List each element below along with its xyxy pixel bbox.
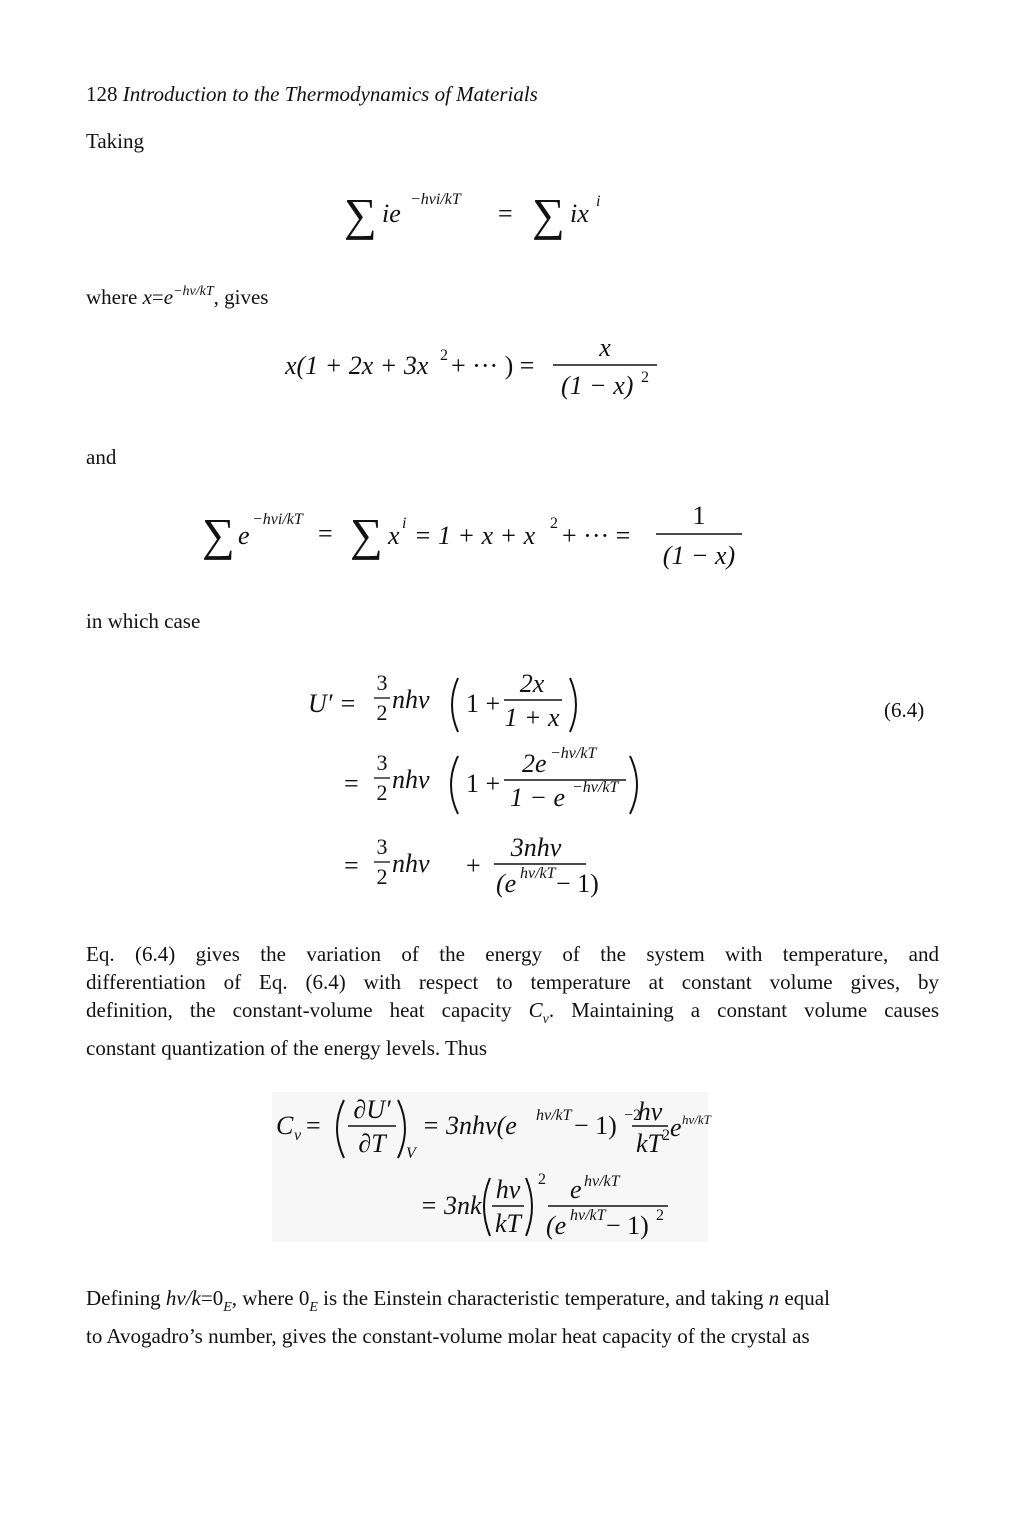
eq1-rhs: ix: [570, 199, 589, 228]
eq2-den-sq: 2: [641, 369, 649, 386]
sum-symbol: ∑: [532, 189, 565, 240]
text-where: [86, 283, 268, 311]
eq4-one-plus: 1 +: [466, 769, 501, 798]
para2-line1: [86, 1284, 946, 1315]
eq4-plus: +: [466, 851, 481, 880]
eq5-den2-sq: 2: [656, 1207, 664, 1224]
para1-line1: Eq. (6.4) gives the variation of the energy of the system with temperature, and: [86, 942, 939, 966]
eq5-pd-den: ∂T: [358, 1129, 386, 1158]
eq4-one-plus: 1 +: [466, 689, 501, 718]
para1-line4: constant quantization of the energy levels. Thus: [86, 1036, 488, 1060]
para1-line3a: definition, the constant-volume heat capacity: [86, 998, 529, 1022]
eq4-r2-num-exp: −hν/kT: [550, 745, 597, 762]
eq3-den: (1 − x): [662, 541, 736, 570]
left-paren: [452, 678, 458, 732]
eq1-lhs: ie: [382, 199, 401, 228]
page-number: 128: [86, 82, 118, 106]
eq3-exp: −hνi/kT: [252, 511, 303, 528]
eq4-equals: =: [344, 851, 359, 880]
eq4-r2-den-exp: −hν/kT: [572, 779, 619, 796]
eq2-sq: 2: [440, 347, 448, 364]
eq4-three: 3: [376, 834, 388, 859]
where-suffix: , gives: [213, 285, 269, 309]
where-x: x: [142, 285, 152, 309]
eq3-num: 1: [692, 501, 706, 530]
para2-E: E: [223, 1300, 232, 1315]
equation-cv: [272, 1092, 712, 1242]
eq5-frac-den: kT: [636, 1129, 662, 1158]
left-paren: [451, 756, 458, 814]
cv-subscript: v: [542, 1012, 549, 1027]
eq5-cv: C: [276, 1111, 294, 1140]
text-and: and: [86, 445, 117, 469]
paragraph-eq-6-4: [86, 940, 939, 1062]
equation-geometric-series: [200, 498, 760, 578]
where-eq: =: [151, 285, 164, 309]
eq5-den2-a: (e: [546, 1211, 567, 1240]
eq4-r3-den-b: − 1): [556, 869, 599, 898]
eq4-three: 3: [376, 670, 388, 695]
equation-6-4: [300, 660, 660, 910]
eq4-r1-num: 2x: [519, 669, 545, 698]
para2-b: , where 0: [231, 1286, 310, 1310]
paragraph-einstein: [86, 1284, 946, 1350]
para2-n: n: [768, 1286, 780, 1310]
eq1-equals: =: [498, 199, 513, 228]
cv-symbol: C: [528, 998, 543, 1022]
sum-symbol: ∑: [350, 509, 383, 560]
eq4-r2-den: 1 − e: [510, 783, 566, 812]
eq4-nhv: nhν: [392, 765, 430, 794]
equation-number: (6.4): [884, 698, 925, 722]
eq5-den2-exp: hν/kT: [570, 1207, 606, 1224]
text-taking: Taking: [86, 129, 145, 153]
eq4-r3-num: 3nhν: [510, 833, 562, 862]
eq4-r3-den-exp: hν/kT: [520, 865, 556, 882]
eq1-lhs-exp: −hνi/kT: [410, 191, 461, 208]
eq5-rhs1-a: = 3nhν(e: [422, 1111, 517, 1140]
eq4-two: 2: [376, 780, 388, 805]
running-header: [86, 80, 538, 108]
eq5-rhs1-b: − 1): [574, 1111, 617, 1140]
eq1-rhs-exp: i: [596, 193, 601, 210]
eq3-x: x: [388, 521, 400, 550]
where-e: e: [163, 285, 174, 309]
eq2-den: (1 − x): [561, 371, 634, 400]
equation-series-x: [285, 332, 675, 410]
eq4-nhv: nhν: [392, 685, 430, 714]
eq4-equals: =: [344, 769, 359, 798]
eq4-r1-den: 1 + x: [504, 703, 560, 732]
para1-line3b: . Maintaining a constant volume causes: [548, 998, 939, 1022]
equation-sum-ie: [340, 180, 620, 244]
eq5-rhs1-pow: −2: [624, 1107, 642, 1124]
para2-a: Defining: [86, 1286, 166, 1310]
eq5-sq: 2: [538, 1171, 546, 1188]
eq3-series: = 1 + x + x: [414, 521, 536, 550]
where-exp: −hν/kT: [173, 284, 214, 299]
book-title: Introduction to the Thermodynamics of Materials: [122, 82, 538, 106]
para1-line3: [86, 996, 939, 1027]
eq4-r2-num: 2e: [522, 749, 547, 778]
para2-hvk: hν/k: [165, 1286, 201, 1310]
para1-line2: differentiation of Eq. (6.4) with respect to temperature at constant volume gives, by: [86, 970, 939, 994]
eq3-sq: 2: [550, 515, 558, 532]
eq4-lhs: U′ =: [308, 689, 357, 718]
eq5-pd-sub: V: [406, 1145, 416, 1162]
eq4-two: 2: [376, 700, 388, 725]
eq5-num2-exp: hν/kT: [584, 1173, 620, 1190]
eq5-equals: =: [306, 1111, 321, 1140]
eq5-e-exp: hν/kT: [682, 1112, 711, 1127]
eq4-two: 2: [376, 864, 388, 889]
eq5-den2-b: − 1): [606, 1211, 649, 1240]
sum-symbol: ∑: [344, 189, 377, 240]
eq5-pd-num: ∂U′: [353, 1095, 391, 1124]
eq5-frac-den-sq: 2: [662, 1127, 670, 1144]
para2-c: is the Einstein characteristic temperature, and taking: [317, 1286, 769, 1310]
eq4-three: 3: [376, 750, 388, 775]
eq5-num2: e: [570, 1175, 582, 1204]
eq5-cv-sub: v: [294, 1127, 302, 1144]
eq3-tail: + ··· =: [562, 521, 631, 550]
right-paren: [570, 678, 576, 732]
eq2-lhs: x(1 + 2x + 3x: [285, 351, 429, 380]
eq2-num: x: [599, 333, 611, 362]
where-prefix: where: [86, 285, 143, 309]
eq3-equals: =: [318, 519, 333, 548]
eq5-frac-num: hν: [637, 1097, 663, 1126]
eq3-e: e: [238, 521, 250, 550]
eq5-kT: kT: [495, 1209, 521, 1238]
eq4-nhv: nhν: [392, 849, 430, 878]
eq3-xexp: i: [402, 515, 407, 532]
eq5-rhs2-a: = 3nk: [420, 1191, 482, 1220]
para2-line2: to Avogadro’s number, gives the constant-volume molar heat capacity of the crystal as: [86, 1324, 810, 1348]
text-in-which-case: in which case: [86, 609, 201, 633]
eq5-e: e: [670, 1113, 682, 1142]
sum-symbol: ∑: [202, 509, 235, 560]
para2-d: equal: [779, 1286, 830, 1310]
eq4-r3-den-a: (e: [496, 869, 517, 898]
para2-E2: E: [309, 1300, 318, 1315]
eq5-rhs1-exp: hν/kT: [536, 1107, 572, 1124]
right-paren: [630, 756, 637, 814]
para2-eq: =0: [200, 1286, 224, 1310]
eq5-hv: hν: [495, 1175, 521, 1204]
eq2-tail: + ··· ) =: [451, 351, 535, 380]
